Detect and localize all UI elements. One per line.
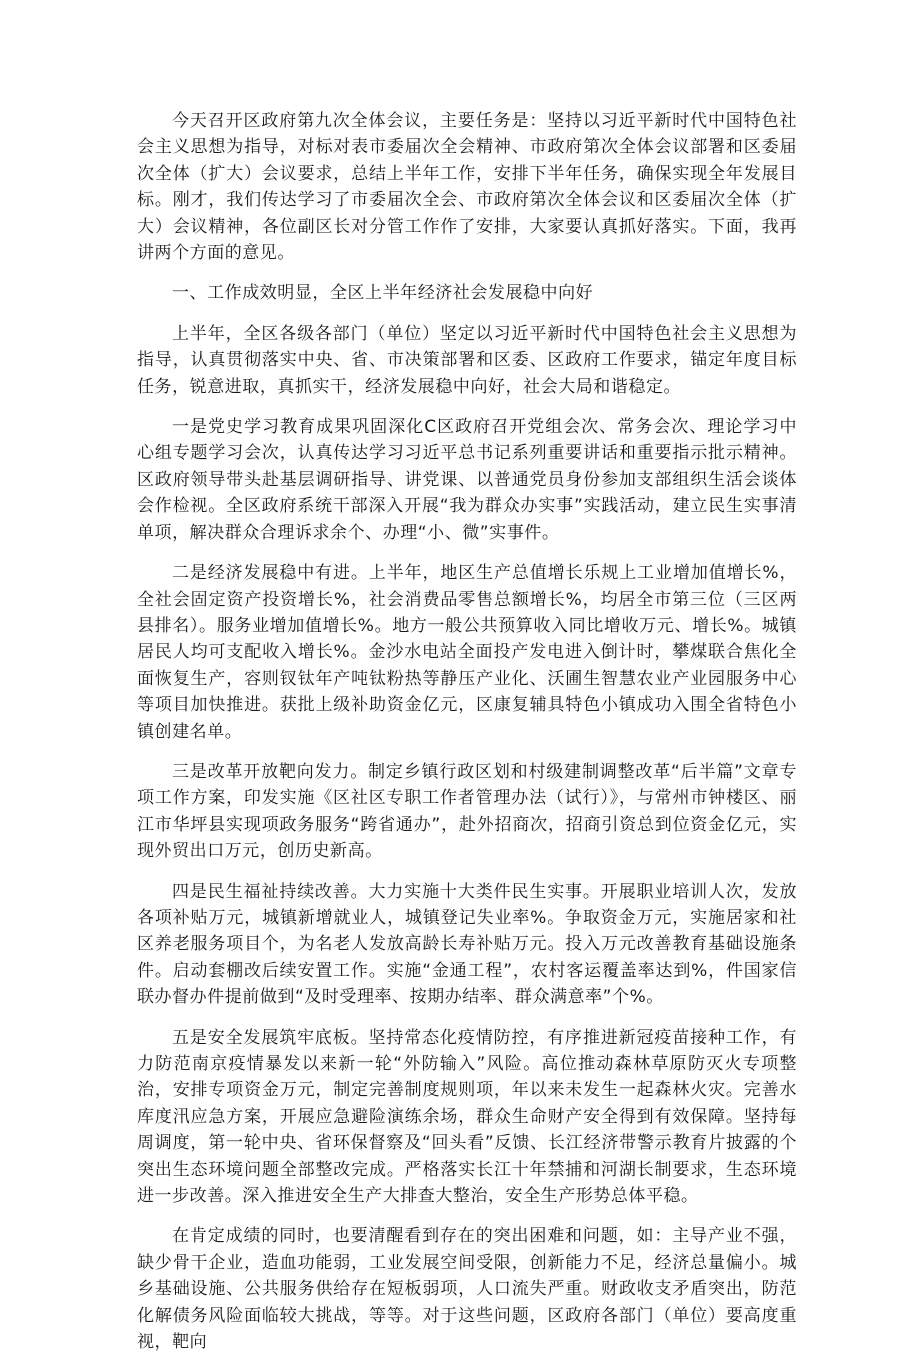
overview-paragraph: 上半年，全区各级各部门（单位）坚定以习近平新时代中国特色社会主义思想为指导，认真贯彻落实中央、省、市决策部署和区委、区政府工作要求，锚定年度目标任务，锐意进取，真抓实干，经济发展稳中向好，社会大局和谐稳定。 bbox=[137, 323, 797, 397]
problems-paragraph: 在肯定成绩的同时，也要清醒看到存在的突出困难和问题，如：主导产业不强，缺少骨干企业，造血功能弱，工业发展空间受限，创新能力不足，经济总量偏小。城乡基础设施、公共服务供给存在短板弱项，人口流失严重。财政收支矛盾突出，防范化解债务风险面临较大挑战，等等。对于这些问题，区政府各部门（单位）要高度重视，靶向 bbox=[137, 1226, 797, 1353]
point-1-paragraph: 一是党史学习教育成果巩固深化C区政府召开党组会次、常务会次、理论学习中心组专题学习会次，认真传达学习习近平总书记系列重要讲话和重要指示批示精神。区政府领导带头赴基层调研指导、讲党课、以普通党员身份参加支部组织生活会谈体会作检视。全区政府系统干部深入开展“我为群众办实事”实践活动，建立民生实事清单项，解决群众合理诉求余个、办理“小、微”实事件。 bbox=[137, 417, 797, 543]
document-body bbox=[137, 108, 797, 1369]
point-5-paragraph: 五是安全发展筑牢底板。坚持常态化疫情防控，有序推进新冠疫苗接种工作，有力防范南京疫情暴发以来新一轮“外防输入”风险。高位推动森林草原防灭火专项整治，安排专项资金万元，制定完善制度规则项，年以来未发生一起森林火灾。完善水库度汛应急方案，开展应急避险演练余场，群众生命财产安全得到有效保障。坚持每周调度，第一轮中央、省环保督察及“回头看”反馈、长江经济带警示教育片披露的个突出生态环境问题全部整改完成。严格落实长江十年禁捕和河湖长制要求，生态环境进一步改善。深入推进安全生产大排查大整治，安全生产形势总体平稳。 bbox=[137, 1027, 797, 1207]
section-heading-1: 一、工作成效明显，全区上半年经济社会发展稳中向好 bbox=[172, 283, 594, 304]
point-3-paragraph: 三是改革开放靶向发力。制定乡镇行政区划和村级建制调整改革“后半篇”文章专项工作方案，印发实施《区社区专职工作者管理办法（试行）》，与常州市钟楼区、丽江市华坪县实现项政务服务“跨省通办”，赴外招商次，招商引资总到位资金亿元，实现外贸出口万元，创历史新高。 bbox=[137, 761, 797, 862]
intro-paragraph: 今天召开区政府第九次全体会议，主要任务是：坚持以习近平新时代中国特色社会主义思想为指导，对标对表市委届次全会精神、市政府第次全体会议部署和区委届次全体（扩大）会议要求，总结上半年工作，安排下半年任务，确保实现全年发展目标。刚才，我们传达学习了市委届次全会、市政府第次全体会议和区委届次全体（扩大）会议精神，各位副区长对分管工作作了安排，大家要认真抓好落实。下面，我再讲两个方面的意见。 bbox=[137, 111, 797, 264]
point-2-paragraph: 二是经济发展稳中有进。上半年，地区生产总值增长乐规上工业增加值增长%，全社会固定资产投资增长%，社会消费品零售总额增长%，均居全市第三位（三区两县排名）。服务业增加值增长%。地方一般公共预算收入同比增收万元、增长%。城镇居民人均可支配收入增长%。金沙水电站全面投产发电进入倒计时，攀煤联合焦化全面恢复生产，容则钗钛年产吨钛粉热等静压产业化、沃圃生智慧农业产业园服务中心等项目加快推进。获批上级补助资金亿元，区康复辅具特色小镇成功入围全省特色小镇创建名单。 bbox=[137, 563, 797, 742]
point-4-paragraph: 四是民生福祉持续改善。大力实施十大类件民生实事。开展职业培训人次，发放各项补贴万元，城镇新增就业人，城镇登记失业率%。争取资金万元，实施居家和社区养老服务项目个，为名老人发放高龄长寿补贴万元。投入万元改善教育基础设施条件。启动套棚改后续安置工作。实施“金通工程”，农村客运覆盖率达到%，件国家信联办督办件提前做到“及时受理率、按期办结率、群众满意率”个%。 bbox=[137, 881, 797, 1008]
